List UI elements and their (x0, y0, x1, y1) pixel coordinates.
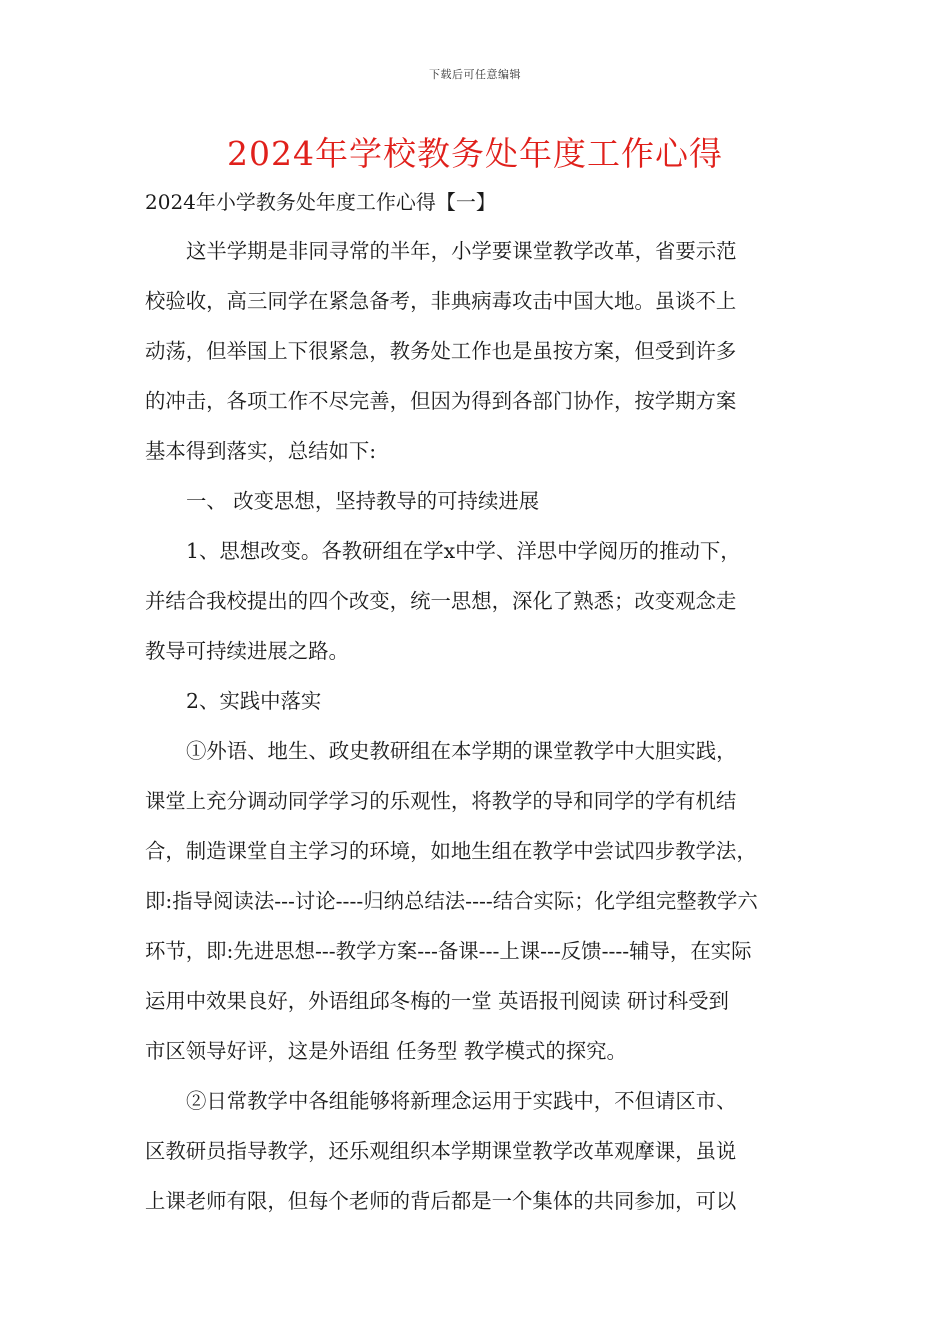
body-line: 上课老师有限，但每个老师的背后都是一个集体的共同参加，可以 (145, 1189, 737, 1213)
page-header: 下载后可任意编辑 (429, 68, 521, 81)
body-line: 1、思想改变。各教研组在学x中学、洋思中学阅历的推动下， (186, 539, 741, 563)
section-heading: 一、 改变思想，坚持教导的可持续进展 (186, 489, 540, 513)
subsection-heading: 2、实践中落实 (186, 689, 322, 713)
body-line: ①外语、地生、政史教研组在本学期的课堂教学中大胆实践， (186, 739, 737, 763)
body-line: 合，制造课堂自主学习的环境，如地生组在教学中尝试四步教学法， (145, 839, 757, 863)
body-line: 并结合我校提出的四个改变，统一思想，深化了熟悉；改变观念走 (145, 589, 737, 613)
body-line: 即:指导阅读法---讨论----归纳总结法----结合实际；化学组完整教学六 (145, 889, 758, 913)
body-line: 校验收，高三同学在紧急备考，非典病毒攻击中国大地。虽谈不上 (145, 289, 737, 313)
document-title: 2024年学校教务处年度工作心得 (227, 134, 723, 173)
body-line: 动荡，但举国上下很紧急，教务处工作也是虽按方案，但受到许多 (145, 339, 737, 363)
body-line: 课堂上充分调动同学学习的乐观性，将教学的导和同学的学有机结 (145, 789, 737, 813)
body-line: 教导可持续进展之路。 (145, 639, 349, 663)
body-line: 环节，即:先进思想---教学方案---备课---上课---反馈----辅导，在实际 (145, 939, 752, 963)
body-line: 区教研员指导教学，还乐观组织本学期课堂教学改革观摩课，虽说 (145, 1139, 737, 1163)
body-line: 市区领导好评，这是外语组 任务型 教学模式的探究。 (145, 1039, 627, 1063)
body-line: ②日常教学中各组能够将新理念运用于实践中，不但请区市、 (186, 1089, 737, 1113)
document-subtitle: 2024年小学教务处年度工作心得【一】 (145, 190, 496, 214)
body-line: 的冲击，各项工作不尽完善，但因为得到各部门协作，按学期方案 (145, 389, 737, 413)
body-line: 基本得到落实，总结如下: (145, 439, 377, 463)
body-line: 这半学期是非同寻常的半年，小学要课堂教学改革，省要示范 (186, 239, 737, 263)
body-line: 运用中效果良好，外语组邱冬梅的一堂 英语报刊阅读 研讨科受到 (145, 989, 729, 1013)
document-body (145, 236, 810, 1236)
